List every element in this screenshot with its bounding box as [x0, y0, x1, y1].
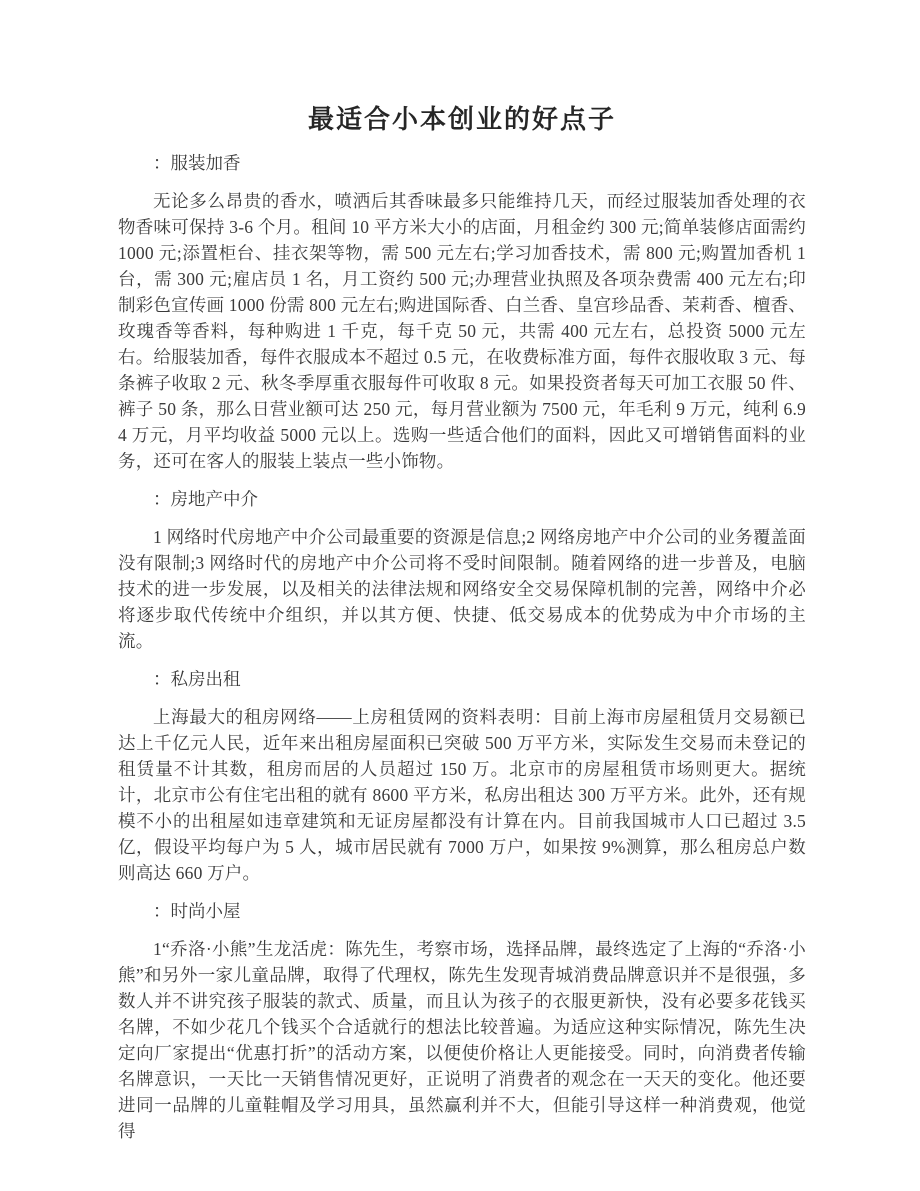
section-paragraph-real-estate-agency: 1 网络时代房地产中介公司最重要的资源是信息;2 网络房地产中介公司的业务覆盖面没有限制;3 网络时代的房地产中介公司将不受时间限制。随着网络的进一步普及，电脑技术的进一步发展，以及相关的法律法规和网络安全交易保障机制的完善，网络中介必将逐步取代传统中介组织，并以其方便、快捷、低交易成本的优势成为中介市场的主流。	[118, 527, 806, 651]
section-paragraph-clothing-scenting: 无论多么昂贵的香水，喷洒后其香味最多只能维持几天，而经过服装加香处理的衣物香味可保持 3-6 个月。租间 10 平方米大小的店面，月租金约 300 元;简单装修店面需约 1000 元;添置柜台、挂衣架等物，需 500 元左右;学习加香技术，需 800 元;购置加香机 1 台，需 300 元;雇店员 1 名，月工资约 500 元;办理营业执照及各项杂费需 400 元左右;印制彩色宣传画 1000 份需 800 元左右;购进国际香、白兰香、皇宫珍品香、茉莉香、檀香、玫瑰香等香料，每种购进 1 千克，每千克 50 元，共需 400 元左右，总投资 5000 元左右。给服装加香，每件衣服成本不超过 0.5 元，在收费标准方面，每件衣服收取 3 元、每条裤子收取 2 元、秋冬季厚重衣服每件可收取 8 元。如果投资者每天可加工衣服 50 件、裤子 50 条，那么日营业额可达 250 元，每月营业额为 7500 元，年毛利 9 万元，纯利 6.94 万元，月平均收益 5000 元以上。选购一些适合他们的面料，因此又可增销售面料的业务，还可在客人的服装上装点一些小饰物。	[118, 191, 806, 471]
section-heading-clothing-scenting: ：服装加香	[153, 153, 241, 173]
section-fashion-shop	[118, 898, 806, 1144]
section-real-estate-agency	[118, 486, 806, 654]
section-heading-real-estate-agency: ：房地产中介	[153, 489, 258, 509]
section-heading-private-house-rental: ：私房出租	[153, 669, 241, 689]
section-paragraph-private-house-rental: 上海最大的租房网络——上房租赁网的资料表明：目前上海市房屋租赁月交易额已达上千亿元人民，近年来出租房屋面积已突破 500 万平方米，实际发生交易而未登记的租赁量不计其数，租房而居的人员超过 150 万。北京市的房屋租赁市场则更大。据统计，北京市公有住宅出租的就有 8600 平方米，私房出租达 300 万平方米。此外，还有规模不小的出租屋如违章建筑和无证房屋都没有计算在内。目前我国城市人口已超过 3.5 亿，假设平均每户为 5 人，城市居民就有 7000 万户，如果按 9%测算，那么租房总户数则高达 660 万户。	[118, 707, 806, 883]
section-paragraph-fashion-shop: 1“乔洛·小熊”生龙活虎：陈先生，考察市场，选择品牌，最终选定了上海的“乔洛·小熊”和另外一家儿童品牌，取得了代理权，陈先生发现青城消费品牌意识并不是很强，多数人并不讲究孩子服装的款式、质量，而且认为孩子的衣服更新快，没有必要多花钱买名牌，不如少花几个钱买个合适就行的想法比较普遍。为适应这种实际情况，陈先生决定向厂家提出“优惠打折”的活动方案，以便使价格让人更能接受。同时，向消费者传输名牌意识，一天比一天销售情况更好，正说明了消费者的观念在一天天的变化。他还要进同一品牌的儿童鞋帽及学习用具，虽然赢利并不大，但能引导这样一种消费观，他觉得	[118, 939, 806, 1141]
document-title: 最适合小本创业的好点子	[307, 104, 616, 134]
section-heading-fashion-shop: ：时尚小屋	[153, 901, 241, 921]
section-private-house-rental	[118, 666, 806, 886]
section-clothing-scenting	[118, 150, 806, 474]
